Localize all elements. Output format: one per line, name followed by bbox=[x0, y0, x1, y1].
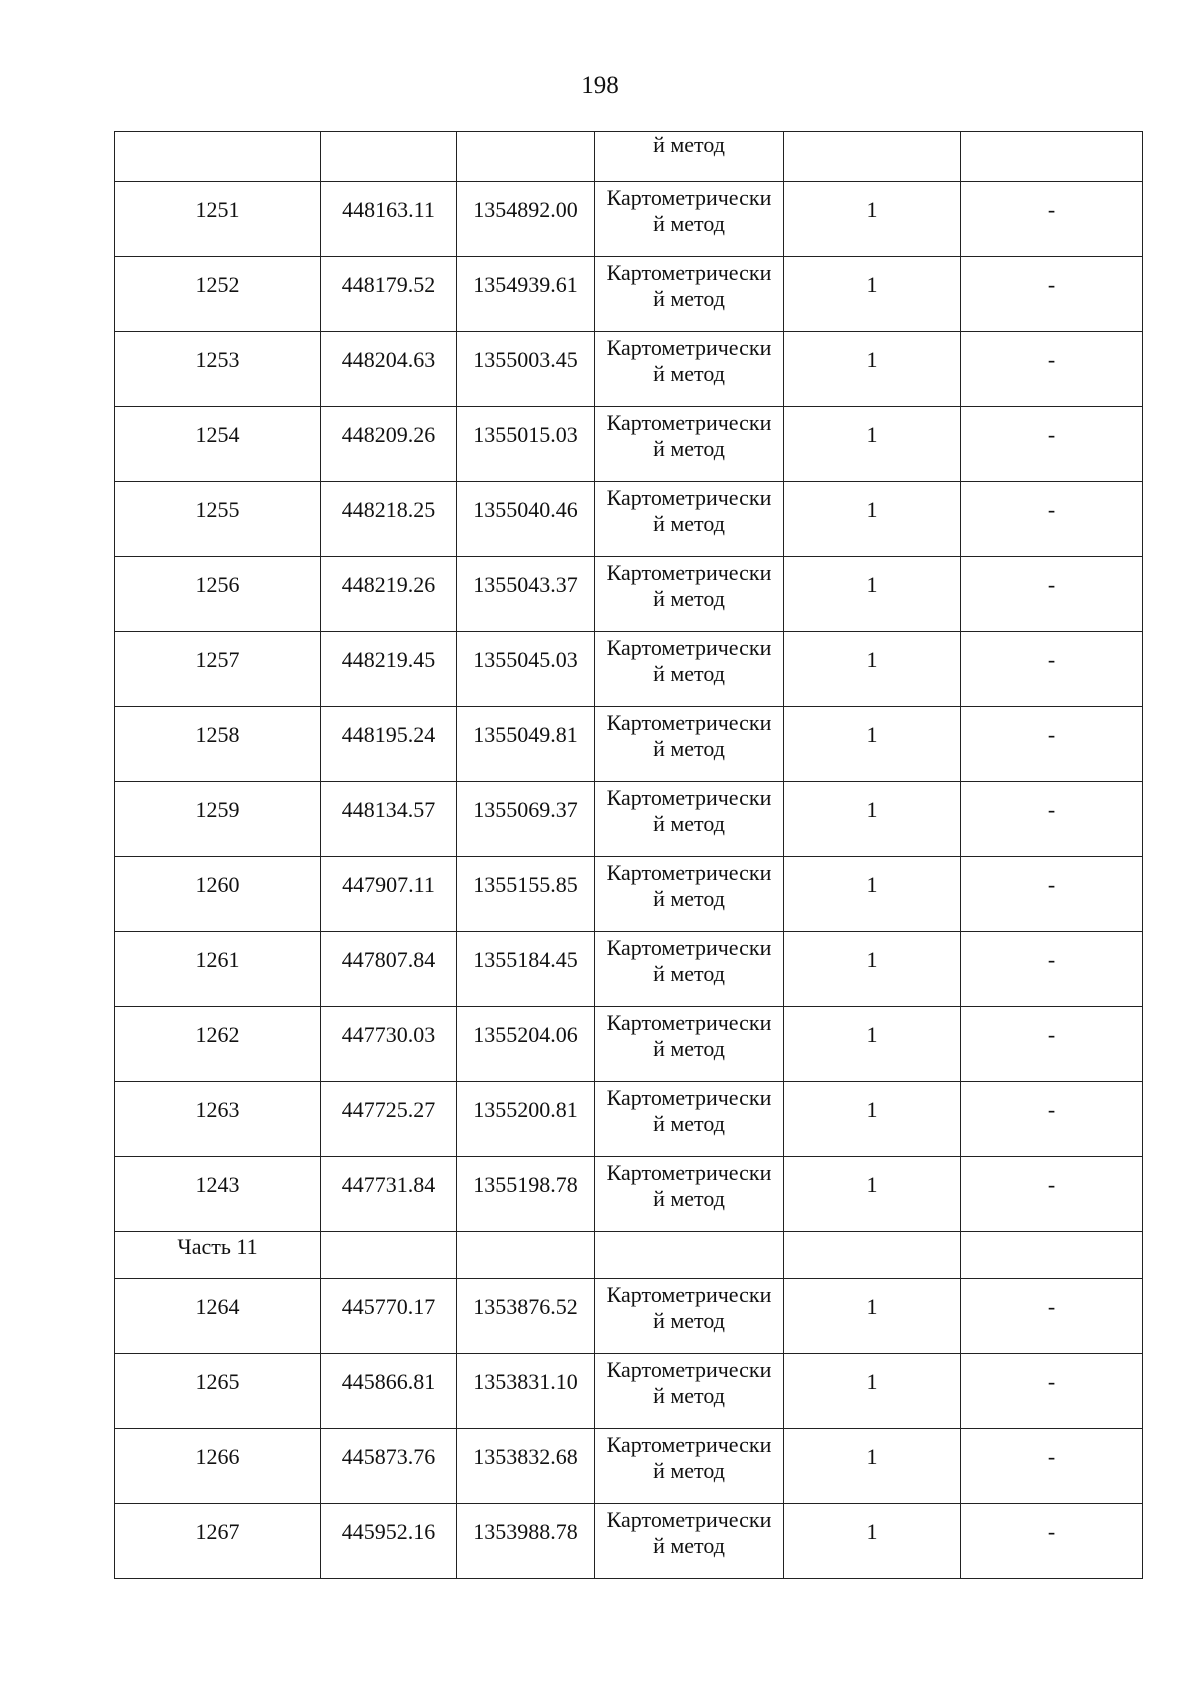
cell-x bbox=[321, 1232, 457, 1279]
cell-method bbox=[595, 1007, 784, 1082]
cell-id: 1254 bbox=[115, 407, 321, 482]
cell-method bbox=[595, 932, 784, 1007]
cell-method bbox=[595, 257, 784, 332]
cell-id: 1257 bbox=[115, 632, 321, 707]
table-row bbox=[115, 482, 1143, 557]
cell-x: 445770.17 bbox=[321, 1279, 457, 1354]
cell-method bbox=[595, 632, 784, 707]
table-row bbox=[115, 557, 1143, 632]
cell-method bbox=[595, 557, 784, 632]
table-row bbox=[115, 332, 1143, 407]
cell-accuracy: 1 bbox=[784, 1157, 961, 1232]
table-row bbox=[115, 857, 1143, 932]
cell-method bbox=[595, 1354, 784, 1429]
cell-id: 1255 bbox=[115, 482, 321, 557]
method-line-2: й метод bbox=[653, 1533, 725, 1558]
method-line-2: й метод bbox=[653, 1383, 725, 1408]
cell-note: - bbox=[961, 1007, 1143, 1082]
cell-method bbox=[595, 1082, 784, 1157]
table-row bbox=[115, 407, 1143, 482]
cell-accuracy: 1 bbox=[784, 1082, 961, 1157]
table-row bbox=[115, 1504, 1143, 1579]
cell-y: 1355198.78 bbox=[457, 1157, 595, 1232]
cell-id: 1251 bbox=[115, 182, 321, 257]
cell-y: 1354892.00 bbox=[457, 182, 595, 257]
method-line-2: й метод bbox=[653, 811, 725, 836]
cell-method bbox=[595, 857, 784, 932]
cell-note: - bbox=[961, 857, 1143, 932]
cell-y: 1355015.03 bbox=[457, 407, 595, 482]
cell-y: 1355184.45 bbox=[457, 932, 595, 1007]
cell-note: - bbox=[961, 707, 1143, 782]
cell-method bbox=[595, 332, 784, 407]
cell-method bbox=[595, 407, 784, 482]
cell-method bbox=[595, 1279, 784, 1354]
cell-accuracy: 1 bbox=[784, 1429, 961, 1504]
method-line-1: Картометрически bbox=[606, 1282, 772, 1307]
cell-note: - bbox=[961, 1354, 1143, 1429]
cell-id: 1265 bbox=[115, 1354, 321, 1429]
table-row bbox=[115, 1007, 1143, 1082]
method-line-1: Картометрически bbox=[606, 485, 772, 510]
cell-note: - bbox=[961, 632, 1143, 707]
cell-note: - bbox=[961, 182, 1143, 257]
cell-y: 1353988.78 bbox=[457, 1504, 595, 1579]
cell-accuracy: 1 bbox=[784, 557, 961, 632]
cell-note: - bbox=[961, 1157, 1143, 1232]
cell-id: 1263 bbox=[115, 1082, 321, 1157]
cell-method bbox=[595, 1504, 784, 1579]
cell-y: 1355069.37 bbox=[457, 782, 595, 857]
cell-id: 1267 bbox=[115, 1504, 321, 1579]
cell-note: - bbox=[961, 1504, 1143, 1579]
table-row bbox=[115, 257, 1143, 332]
cell-method bbox=[595, 1429, 784, 1504]
cell-x: 447731.84 bbox=[321, 1157, 457, 1232]
cell-note: - bbox=[961, 1082, 1143, 1157]
cell-y: 1353831.10 bbox=[457, 1354, 595, 1429]
table-row bbox=[115, 1082, 1143, 1157]
cell-id: 1252 bbox=[115, 257, 321, 332]
method-line-2: й метод bbox=[653, 1458, 725, 1483]
method-line-2: й метод bbox=[653, 1036, 725, 1061]
cell-x: 448179.52 bbox=[321, 257, 457, 332]
cell-note: - bbox=[961, 407, 1143, 482]
method-line-1: Картометрически bbox=[606, 410, 772, 435]
cell-method bbox=[595, 132, 784, 182]
method-line-2: й метод bbox=[653, 1308, 725, 1333]
table-row bbox=[115, 1354, 1143, 1429]
cell-method bbox=[595, 1157, 784, 1232]
method-line-2: й метод bbox=[653, 961, 725, 986]
cell-x: 445873.76 bbox=[321, 1429, 457, 1504]
cell-y: 1353876.52 bbox=[457, 1279, 595, 1354]
continuation-row bbox=[115, 132, 1143, 182]
method-line-2: й метод bbox=[653, 736, 725, 761]
method-line-2: й метод bbox=[653, 1186, 725, 1211]
cell-accuracy: 1 bbox=[784, 182, 961, 257]
section-row bbox=[115, 1232, 1143, 1279]
cell-note: - bbox=[961, 482, 1143, 557]
method-line-2: й метод bbox=[653, 211, 725, 236]
table-row bbox=[115, 182, 1143, 257]
cell-accuracy: 1 bbox=[784, 482, 961, 557]
cell-x: 448219.26 bbox=[321, 557, 457, 632]
cell-note: - bbox=[961, 932, 1143, 1007]
method-line-2: й метод bbox=[653, 511, 725, 536]
cell-accuracy: 1 bbox=[784, 332, 961, 407]
method-line-1: Картометрически bbox=[606, 1085, 772, 1110]
cell-id: 1253 bbox=[115, 332, 321, 407]
cell-method bbox=[595, 1232, 784, 1279]
cell-y: 1355040.46 bbox=[457, 482, 595, 557]
cell-id: 1262 bbox=[115, 1007, 321, 1082]
cell-y: 1355200.81 bbox=[457, 1082, 595, 1157]
cell-method bbox=[595, 182, 784, 257]
cell-accuracy bbox=[784, 1232, 961, 1279]
cell-y: 1354939.61 bbox=[457, 257, 595, 332]
table-row bbox=[115, 707, 1143, 782]
cell-note: - bbox=[961, 1279, 1143, 1354]
cell-id bbox=[115, 132, 321, 182]
cell-method bbox=[595, 482, 784, 557]
method-line-1: Картометрически bbox=[606, 635, 772, 660]
cell-accuracy: 1 bbox=[784, 1354, 961, 1429]
cell-x: 448163.11 bbox=[321, 182, 457, 257]
method-line-1: Картометрически bbox=[606, 1432, 772, 1457]
page-number: 198 bbox=[581, 72, 619, 99]
cell-accuracy: 1 bbox=[784, 632, 961, 707]
table-row bbox=[115, 1279, 1143, 1354]
cell-x: 448195.24 bbox=[321, 707, 457, 782]
method-line-1: Картометрически bbox=[606, 1010, 772, 1035]
method-line-1: Картометрически bbox=[606, 785, 772, 810]
cell-accuracy: 1 bbox=[784, 782, 961, 857]
method-line-2: й метод bbox=[653, 661, 725, 686]
cell-accuracy: 1 bbox=[784, 1279, 961, 1354]
cell-accuracy: 1 bbox=[784, 1504, 961, 1579]
method-line-1: Картометрически bbox=[606, 560, 772, 585]
table-row bbox=[115, 1157, 1143, 1232]
table-row bbox=[115, 1429, 1143, 1504]
cell-accuracy: 1 bbox=[784, 407, 961, 482]
cell-id: 1259 bbox=[115, 782, 321, 857]
cell-id: 1264 bbox=[115, 1279, 321, 1354]
cell-y bbox=[457, 132, 595, 182]
cell-x: 445866.81 bbox=[321, 1354, 457, 1429]
coordinates-table bbox=[114, 131, 1143, 1579]
cell-note bbox=[961, 1232, 1143, 1279]
table-row bbox=[115, 782, 1143, 857]
coordinates-table-body bbox=[115, 132, 1143, 1579]
cell-note: - bbox=[961, 782, 1143, 857]
method-line-1: Картометрически bbox=[606, 1160, 772, 1185]
cell-y: 1353832.68 bbox=[457, 1429, 595, 1504]
method-line-2: й метод bbox=[653, 586, 725, 611]
method-line-1: Картометрически bbox=[606, 1357, 772, 1382]
cell-note bbox=[961, 132, 1143, 182]
cell-x: 448218.25 bbox=[321, 482, 457, 557]
cell-accuracy: 1 bbox=[784, 1007, 961, 1082]
method-line-1: Картометрически bbox=[606, 1507, 772, 1532]
cell-accuracy: 1 bbox=[784, 257, 961, 332]
method-line-1: Картометрически bbox=[606, 935, 772, 960]
cell-method bbox=[595, 782, 784, 857]
cell-x: 448209.26 bbox=[321, 407, 457, 482]
cell-id: 1243 bbox=[115, 1157, 321, 1232]
method-line-1: Картометрически bbox=[606, 185, 772, 210]
cell-x: 447730.03 bbox=[321, 1007, 457, 1082]
cell-x: 447907.11 bbox=[321, 857, 457, 932]
table-row bbox=[115, 932, 1143, 1007]
method-line-1: Картометрически bbox=[606, 710, 772, 735]
cell-id: 1260 bbox=[115, 857, 321, 932]
cell-id: 1258 bbox=[115, 707, 321, 782]
cell-accuracy: 1 bbox=[784, 857, 961, 932]
cell-x bbox=[321, 132, 457, 182]
table-row bbox=[115, 632, 1143, 707]
method-line-2: й метод bbox=[653, 1111, 725, 1136]
cell-accuracy: 1 bbox=[784, 707, 961, 782]
cell-note: - bbox=[961, 332, 1143, 407]
cell-y: 1355043.37 bbox=[457, 557, 595, 632]
cell-id: 1256 bbox=[115, 557, 321, 632]
cell-method bbox=[595, 707, 784, 782]
method-line-1: Картометрически bbox=[606, 335, 772, 360]
cell-accuracy bbox=[784, 132, 961, 182]
cell-note: - bbox=[961, 257, 1143, 332]
cell-accuracy: 1 bbox=[784, 932, 961, 1007]
cell-y: 1355045.03 bbox=[457, 632, 595, 707]
cell-y: 1355204.06 bbox=[457, 1007, 595, 1082]
method-tail: й метод bbox=[653, 132, 725, 157]
cell-y bbox=[457, 1232, 595, 1279]
cell-x: 445952.16 bbox=[321, 1504, 457, 1579]
method-line-2: й метод bbox=[653, 886, 725, 911]
cell-y: 1355155.85 bbox=[457, 857, 595, 932]
method-line-2: й метод bbox=[653, 286, 725, 311]
cell-x: 448134.57 bbox=[321, 782, 457, 857]
cell-y: 1355003.45 bbox=[457, 332, 595, 407]
method-line-1: Картометрически bbox=[606, 860, 772, 885]
cell-x: 447807.84 bbox=[321, 932, 457, 1007]
method-line-1: Картометрически bbox=[606, 260, 772, 285]
cell-id: 1266 bbox=[115, 1429, 321, 1504]
cell-y: 1355049.81 bbox=[457, 707, 595, 782]
method-line-2: й метод bbox=[653, 361, 725, 386]
cell-note: - bbox=[961, 557, 1143, 632]
cell-note: - bbox=[961, 1429, 1143, 1504]
section-label: Часть 11 bbox=[115, 1232, 321, 1279]
cell-x: 448204.63 bbox=[321, 332, 457, 407]
method-line-2: й метод bbox=[653, 436, 725, 461]
cell-x: 447725.27 bbox=[321, 1082, 457, 1157]
cell-id: 1261 bbox=[115, 932, 321, 1007]
cell-x: 448219.45 bbox=[321, 632, 457, 707]
